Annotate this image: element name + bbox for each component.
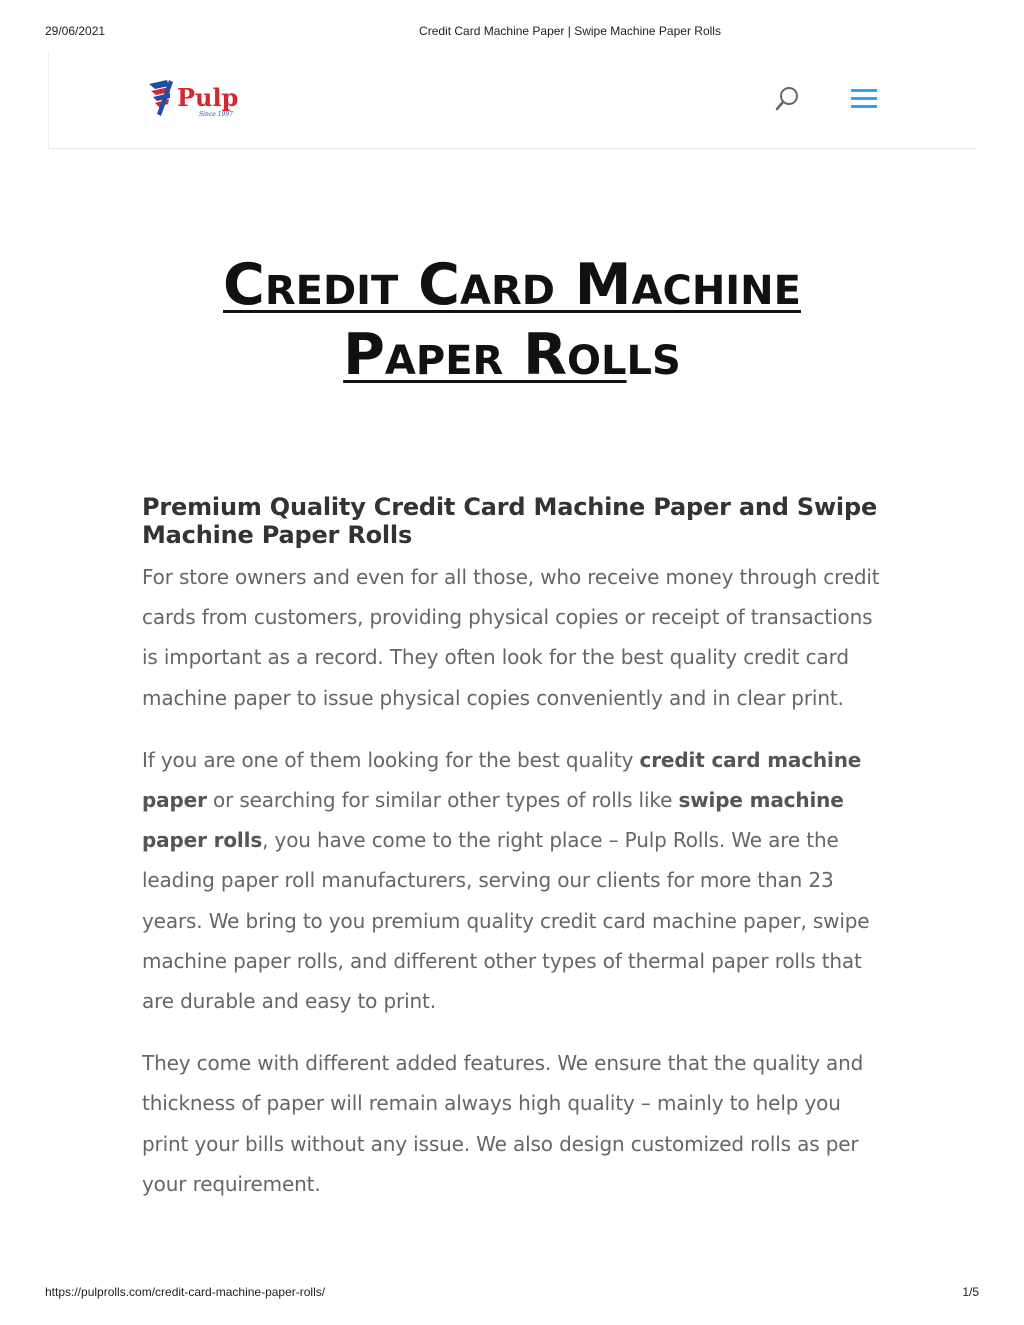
print-url: https://pulprolls.com/credit-card-machine-paper-rolls/ [45,1285,326,1299]
logo-icon [147,76,243,122]
print-header [0,24,1024,42]
page-title-link-line1[interactable]: Credit Card Machine [222,252,801,318]
page-title-link-line2[interactable]: Paper Rol [343,322,627,388]
print-date: 29/06/2021 [45,24,106,38]
svg-text:Pulp: Pulp [177,83,239,112]
paragraph-text: , you have come to the right place – Pulp Rolls. We are the leading paper roll manufacturers, serving our clients for more than 23 years. We bring to you premium quality credit card machine paper, swipe machine paper rolls, and different other types of thermal paper rolls that are durable and easy to print. [142,828,870,1014]
pulp-logo[interactable] [147,76,243,122]
print-page-number: 1/5 [962,1285,979,1299]
page-title-tail: ls [626,322,681,388]
article-content [142,493,887,1226]
menu-button[interactable] [849,86,879,112]
paragraph-features: They come with different added features. We ensure that the quality and thickness of paper will remain always high quality – mainly to help you print your bills without any issue. We also design customized rolls as per your requirement. [142,1051,864,1196]
section-heading: Premium Quality Credit Card Machine Paper and Swipe Machine Paper Rolls [142,493,878,549]
paragraph-text: or searching for similar other types of rolls like [206,788,679,813]
site-header [48,52,977,149]
search-button[interactable] [774,85,802,113]
paragraph-products [142,740,887,1021]
hamburger-menu-icon [849,86,879,112]
print-page-title: Credit Card Machine Paper | Swipe Machine Paper Rolls [419,24,721,38]
keyword-credit-card-machine-paper: credit card machine paper [142,747,862,813]
page-title [0,250,1024,390]
print-footer [0,1285,1024,1303]
paragraph-intro: For store owners and even for all those, who receive money through credit cards from customers, providing physical copies or receipt of transactions is important as a record. They often look for the best quality credit card machine paper to issue physical copies conveniently and in clear print. [142,565,880,710]
keyword-swipe-machine-paper-rolls: swipe machine paper rolls [142,788,844,853]
svg-text:Since 1997: Since 1997 [199,111,233,118]
paragraph-text: If you are one of them looking for the best quality [142,747,640,772]
search-icon [774,85,802,113]
